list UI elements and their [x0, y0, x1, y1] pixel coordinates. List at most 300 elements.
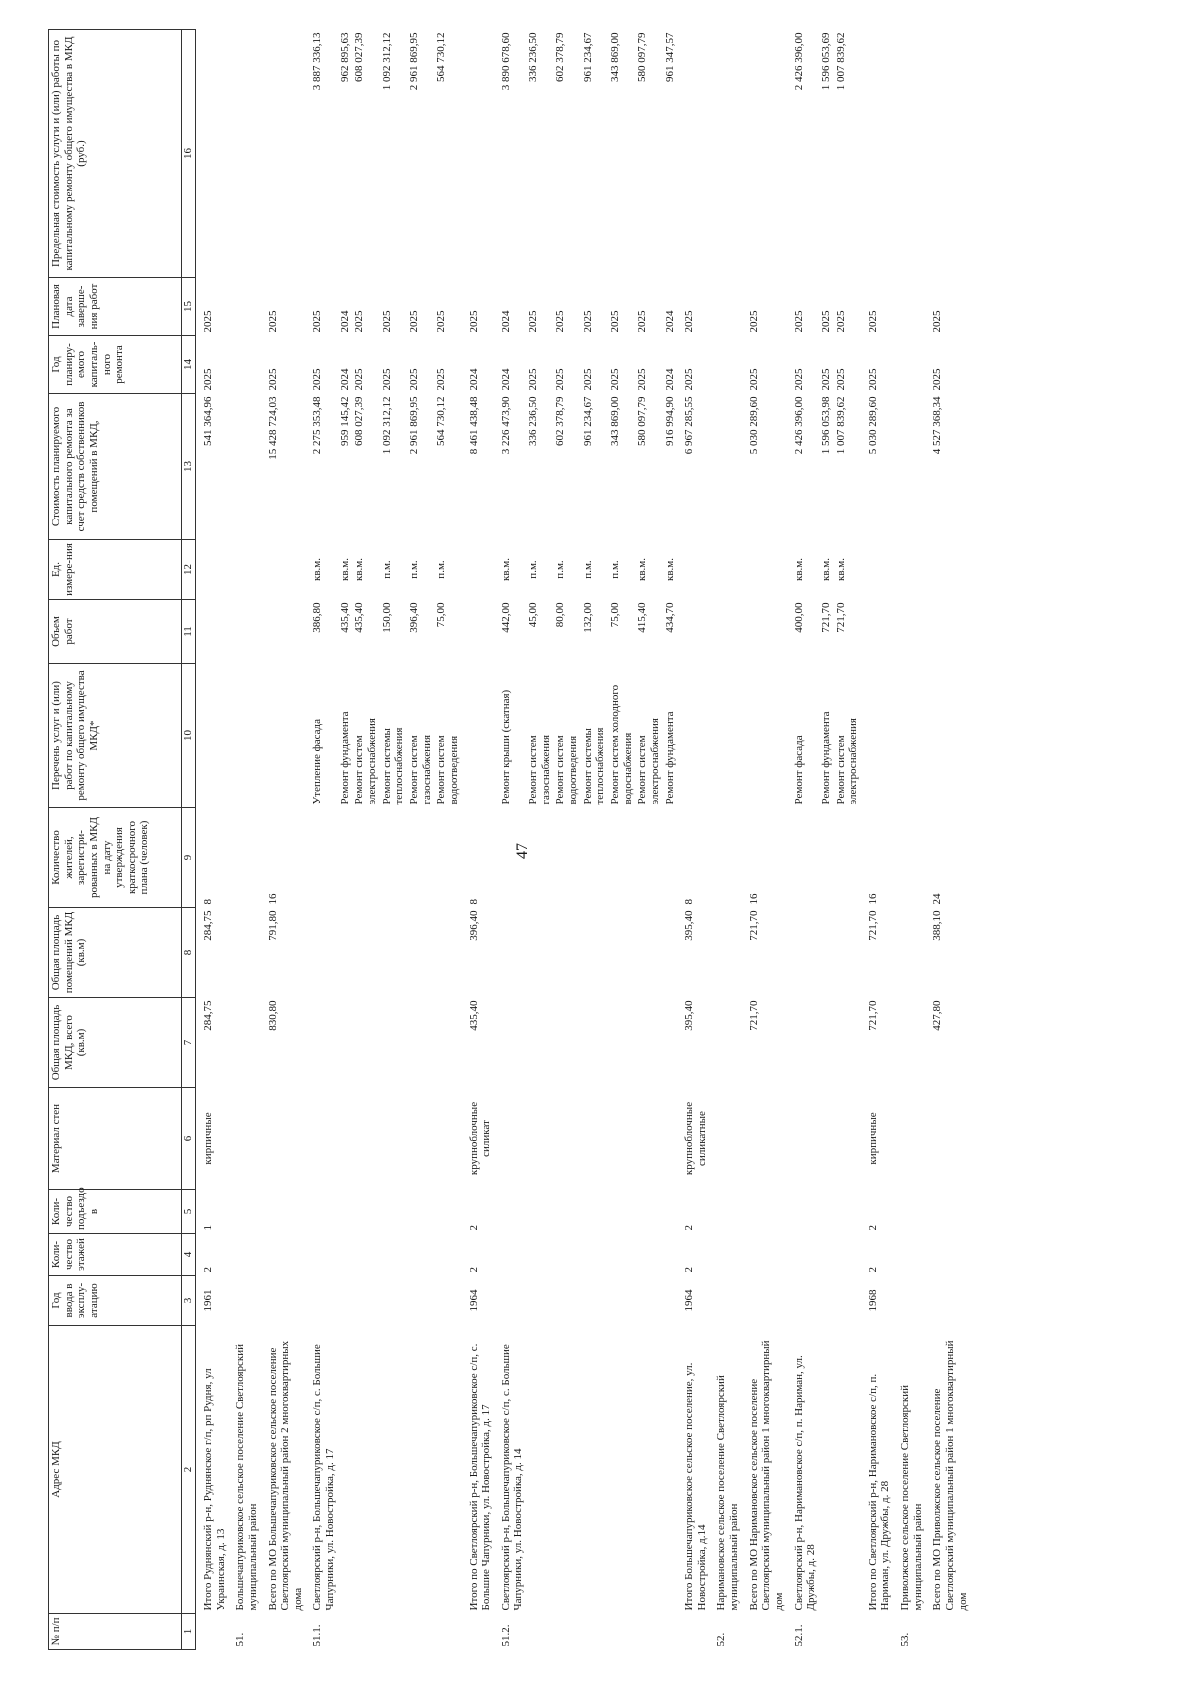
cell-col-14: 2025	[792, 368, 805, 391]
cell-col-11	[861, 600, 893, 664]
cell-col-12	[742, 540, 787, 600]
cell-col-10: Ремонт фасада	[792, 735, 805, 805]
cell-col-6	[742, 1088, 787, 1190]
cell-col-9	[526, 808, 553, 908]
cell-col-5: 2	[866, 1225, 879, 1231]
cell-col-16: 336 236,50	[527, 32, 540, 82]
cell-col-8	[893, 908, 925, 998]
cell-col-16: 602 378,79	[554, 32, 567, 82]
cell-col-6	[663, 1088, 678, 1190]
cell-col-12	[925, 540, 970, 600]
page-number: 47	[514, 843, 531, 859]
cell-col-15: 2025	[608, 310, 621, 333]
cell-col-12: кв.м.	[819, 558, 832, 581]
cell-col-2: Светлоярский р-н, Наримановское с/п, п. Нариман, ул. Дружбы, д. 28	[792, 1355, 818, 1611]
cell-col-1	[677, 1614, 709, 1650]
cell-col-6	[338, 1088, 353, 1190]
cell-col-13: 1 596 053,98	[819, 396, 832, 455]
cell-col-8	[608, 908, 635, 998]
column-number-13: 13	[182, 394, 196, 540]
cell-col-1	[925, 1614, 970, 1650]
cell-col-11	[925, 600, 970, 664]
cell-col-7	[787, 998, 819, 1088]
cell-col-2: Всего по МО Наримановское сельское поселение Светлоярский муниципальный район 1 многоквартирный дом	[747, 1340, 785, 1611]
cell-col-16: 343 869,00	[608, 32, 621, 82]
cell-col-4	[434, 1234, 461, 1276]
cell-col-16	[925, 30, 970, 278]
cell-col-5	[787, 1190, 819, 1234]
cell-col-2	[338, 1326, 353, 1614]
cell-col-3	[787, 1276, 819, 1326]
cell-col-13: 602 378,79	[554, 396, 567, 446]
table-row	[581, 30, 608, 1650]
cell-col-9: 16	[747, 893, 760, 905]
cell-col-15	[709, 278, 741, 336]
cell-col-5	[261, 1190, 306, 1234]
cell-col-15: 2025	[527, 310, 540, 333]
column-number-16: 16	[182, 30, 196, 278]
cell-col-15: 2024	[499, 310, 512, 333]
cell-col-1	[553, 1614, 580, 1650]
cell-col-3	[709, 1276, 741, 1326]
table-row	[196, 30, 229, 1650]
cell-col-14: 2024	[467, 368, 480, 391]
table-row	[338, 30, 353, 1650]
cell-col-14: 2025	[380, 368, 393, 391]
cell-col-2: Итого Руднянский р-н, Руднянское г/п, рп Рудня, ул Украинская, д. 13	[202, 1368, 227, 1611]
header-row	[49, 30, 182, 1650]
column-header-13: Стоимость планируемого капитального ремонта за счет средств собственников помещений в МКД,	[49, 394, 182, 540]
cell-col-14: 2025	[819, 368, 832, 391]
cell-col-13: 5 030 289,60	[747, 396, 760, 455]
cell-col-2: Всего по МО Приволжское сельское поселение Светлоярский муниципальный район 1 многоквартирный дом	[931, 1340, 969, 1611]
cell-col-14: 2025	[435, 368, 448, 391]
cell-col-10	[261, 664, 306, 808]
column-number-15: 15	[182, 278, 196, 336]
cell-col-15: 2025	[202, 310, 214, 333]
table-row	[352, 30, 379, 1650]
cell-col-1	[819, 1614, 834, 1650]
cell-col-4	[526, 1234, 553, 1276]
cell-col-6	[407, 1088, 434, 1190]
cell-col-2: Итого по Светлоярский р-н, Большечапуриковское с/п, с. Большие Чапурники, ул. Новостройка, д. 17	[467, 1343, 493, 1611]
cell-col-7	[305, 998, 337, 1088]
cell-col-5	[228, 1190, 260, 1234]
cell-col-1	[635, 1614, 662, 1650]
cell-col-4	[581, 1234, 608, 1276]
cell-col-9	[553, 808, 580, 908]
cell-col-2: Приволжское сельское поселение Светлоярский муниципальный район	[899, 1384, 924, 1611]
cell-col-4	[925, 1234, 970, 1276]
cell-col-1	[380, 1614, 407, 1650]
cell-col-3: 1968	[866, 1289, 879, 1312]
column-number-14: 14	[182, 336, 196, 394]
cell-col-2	[380, 1326, 407, 1614]
cell-col-15: 2025	[467, 310, 480, 333]
cell-col-12: п.м.	[380, 560, 393, 579]
table-row	[742, 30, 787, 1650]
cell-col-9	[608, 808, 635, 908]
cell-col-13: 15 428 724,03	[266, 396, 279, 460]
cell-col-14: 2025	[636, 368, 649, 391]
cell-col-6	[352, 1088, 379, 1190]
cell-col-7	[494, 998, 526, 1088]
cell-col-11: 434,70	[663, 602, 676, 633]
column-number-5: 5	[182, 1190, 196, 1234]
cell-col-7	[380, 998, 407, 1088]
cell-col-10	[893, 664, 925, 808]
cell-col-9: 16	[866, 893, 879, 905]
cell-col-15: 2025	[581, 310, 594, 333]
cell-col-10: Ремонт систем водоотведения	[554, 735, 580, 805]
cell-col-8	[352, 908, 379, 998]
cell-col-13: 959 145,42	[338, 396, 351, 446]
cell-col-5	[581, 1190, 608, 1234]
cell-col-12: кв.м.	[663, 558, 676, 581]
cell-col-14: 2025	[554, 368, 567, 391]
cell-col-1	[407, 1614, 434, 1650]
cell-col-8	[635, 908, 662, 998]
cell-col-10: Ремонт системы теплоснабжения	[380, 727, 406, 805]
cell-col-16: 2 426 396,00	[792, 32, 805, 91]
cell-col-14	[709, 336, 741, 394]
cell-col-13: 564 730,12	[435, 396, 448, 446]
cell-col-16	[893, 30, 925, 278]
cell-col-11: 415,40	[636, 602, 649, 633]
cell-col-12	[228, 540, 260, 600]
table-row	[462, 30, 494, 1650]
cell-col-12: кв.м.	[338, 558, 351, 581]
cell-col-10	[196, 664, 229, 808]
cell-col-10: Ремонт систем водоотведения	[435, 735, 460, 805]
cell-col-8: 388,10	[931, 910, 944, 941]
column-header-15: Плановая дата заверше-ния работ	[49, 278, 182, 336]
cell-col-7	[338, 998, 353, 1088]
column-number-row	[182, 30, 196, 1650]
cell-col-9	[709, 808, 741, 908]
cell-col-13: 961 234,67	[581, 396, 594, 446]
table-row	[787, 30, 819, 1650]
cell-col-6	[553, 1088, 580, 1190]
cell-col-8: 396,40	[467, 910, 480, 941]
table-row	[834, 30, 861, 1650]
cell-col-7: 721,70	[866, 1000, 879, 1031]
cell-col-13: 916 994,90	[663, 396, 676, 446]
cell-col-4	[305, 1234, 337, 1276]
table-row	[407, 30, 434, 1650]
cell-col-13: 2 426 396,00	[792, 396, 805, 455]
cell-col-9	[581, 808, 608, 908]
cell-col-1	[663, 1614, 678, 1650]
cell-col-8	[709, 908, 741, 998]
cell-col-5	[380, 1190, 407, 1234]
cell-col-14: 2025	[353, 368, 366, 391]
cell-col-15: 2025	[353, 310, 366, 333]
cell-col-9: 16	[266, 893, 279, 905]
cell-col-8	[819, 908, 834, 998]
cell-col-2: Светлоярский р-н, Большечапуриковское с/п, с. Большие Чапурники, ул. Новостройка, д. 14	[499, 1344, 525, 1611]
rotated-table-sheet	[48, 30, 1128, 1650]
cell-col-3	[407, 1276, 434, 1326]
cell-col-1	[861, 1614, 893, 1650]
cell-col-16	[196, 30, 229, 278]
table-row	[434, 30, 461, 1650]
cell-col-3	[834, 1276, 861, 1326]
cell-col-4	[709, 1234, 741, 1276]
cell-col-6	[434, 1088, 461, 1190]
cell-col-7: 395,40	[683, 1000, 696, 1031]
cell-col-2	[608, 1326, 635, 1614]
cell-col-12	[709, 540, 741, 600]
cell-col-13: 336 236,50	[527, 396, 540, 446]
cell-col-8	[407, 908, 434, 998]
cell-col-6: кирпичные	[202, 1112, 214, 1165]
cell-col-2	[553, 1326, 580, 1614]
cell-col-11: 150,00	[380, 602, 393, 633]
cell-col-9	[635, 808, 662, 908]
cell-col-5	[407, 1190, 434, 1234]
cell-col-9	[434, 808, 461, 908]
cell-col-1: 51.2.	[499, 1624, 512, 1647]
cell-col-4	[494, 1234, 526, 1276]
cell-col-15: 2025	[834, 310, 847, 333]
cell-col-10: Ремонт систем электроснабжения	[636, 718, 661, 805]
cell-col-3	[635, 1276, 662, 1326]
column-number-9: 9	[182, 808, 196, 908]
cell-col-5	[819, 1190, 834, 1234]
cell-col-13	[228, 394, 260, 540]
table-row	[861, 30, 893, 1650]
cell-col-4: 2	[683, 1267, 696, 1273]
cell-col-7	[819, 998, 834, 1088]
cell-col-12: п.м.	[435, 560, 448, 579]
cell-col-7	[635, 998, 662, 1088]
cell-col-11: 75,00	[608, 602, 621, 628]
cell-col-13: 1 092 312,12	[380, 396, 393, 455]
cell-col-1	[526, 1614, 553, 1650]
cell-col-14: 2025	[581, 368, 594, 391]
column-number-3: 3	[182, 1276, 196, 1326]
cell-col-12: п.м.	[554, 560, 567, 579]
table-row	[819, 30, 834, 1650]
cell-col-1	[434, 1614, 461, 1650]
cell-col-6: кирпичные	[866, 1112, 879, 1165]
cell-col-9	[352, 808, 379, 908]
capital-repair-table	[48, 29, 970, 1650]
column-number-11: 11	[182, 600, 196, 664]
cell-col-2	[352, 1326, 379, 1614]
cell-col-3	[494, 1276, 526, 1326]
cell-col-6: крупноблочные силикатные	[683, 1101, 708, 1176]
cell-col-13: 8 461 438,48	[467, 396, 480, 455]
table-row	[635, 30, 662, 1650]
cell-col-1: 51.1.	[311, 1624, 324, 1647]
cell-col-7	[407, 998, 434, 1088]
cell-col-12: кв.м.	[311, 558, 324, 581]
column-number-7: 7	[182, 998, 196, 1088]
cell-col-9	[494, 808, 526, 908]
cell-col-2	[581, 1326, 608, 1614]
cell-col-6: крупноблочные силикат	[467, 1101, 493, 1176]
cell-col-16: 564 730,12	[435, 32, 448, 82]
table-row	[380, 30, 407, 1650]
cell-col-12: кв.м.	[353, 558, 366, 581]
cell-col-5	[494, 1190, 526, 1234]
table-row	[893, 30, 925, 1650]
cell-col-16: 1 007 839,62	[834, 32, 847, 91]
cell-col-14: 2025	[527, 368, 540, 391]
column-header-5: Коли-чество подъездо в	[49, 1190, 182, 1234]
cell-col-7	[834, 998, 861, 1088]
cell-col-2	[526, 1326, 553, 1614]
cell-col-3	[663, 1276, 678, 1326]
table-row	[526, 30, 553, 1650]
cell-col-9: 8	[202, 899, 214, 905]
cell-col-1	[742, 1614, 787, 1650]
column-number-12: 12	[182, 540, 196, 600]
cell-col-3	[305, 1276, 337, 1326]
cell-col-4	[608, 1234, 635, 1276]
cell-col-11: 386,80	[311, 602, 324, 633]
cell-col-12	[196, 540, 229, 600]
cell-col-11: 132,00	[581, 602, 594, 633]
cell-col-7	[352, 998, 379, 1088]
cell-col-15: 2025	[311, 310, 324, 333]
cell-col-8	[228, 908, 260, 998]
cell-col-8: 284,75	[202, 910, 214, 941]
column-header-12: Ед. измере-ния	[49, 540, 182, 600]
cell-col-5	[663, 1190, 678, 1234]
cell-col-13: 343 869,00	[608, 396, 621, 446]
cell-col-2: Большечапуриковское сельское поселение Светлоярский муниципальный район	[234, 1343, 259, 1611]
table-row	[608, 30, 635, 1650]
cell-col-3: 1964	[467, 1289, 480, 1312]
table-row	[663, 30, 678, 1650]
cell-col-11	[196, 600, 229, 664]
cell-col-7	[893, 998, 925, 1088]
cell-col-13: 541 364,96	[202, 396, 214, 446]
column-header-1: № п/п	[49, 1614, 182, 1650]
cell-col-15: 2025	[554, 310, 567, 333]
cell-col-11: 442,00	[499, 602, 512, 633]
cell-col-4	[380, 1234, 407, 1276]
cell-col-5	[338, 1190, 353, 1234]
cell-col-14: 2024	[499, 368, 512, 391]
cell-col-6	[608, 1088, 635, 1190]
cell-col-10: Ремонт фундамента	[663, 711, 676, 805]
cell-col-7	[663, 998, 678, 1088]
cell-col-2: Итого по Светлоярский р-н, Наримановское с/п, п. Нариман, ул. Дружбы, д. 28	[866, 1373, 892, 1611]
cell-col-7: 435,40	[467, 1000, 480, 1031]
cell-col-9	[228, 808, 260, 908]
cell-col-5	[709, 1190, 741, 1234]
cell-col-1	[608, 1614, 635, 1650]
cell-col-2	[819, 1326, 834, 1614]
cell-col-7	[709, 998, 741, 1088]
cell-col-3	[338, 1276, 353, 1326]
cell-col-14: 2025	[866, 368, 879, 391]
cell-col-3	[893, 1276, 925, 1326]
cell-col-12	[261, 540, 306, 600]
cell-col-9	[787, 808, 819, 908]
cell-col-5	[352, 1190, 379, 1234]
cell-col-7: 830,80	[266, 1000, 279, 1031]
cell-col-10: Ремонт систем газоснабжения	[527, 734, 552, 805]
cell-col-12: п.м.	[608, 560, 621, 579]
cell-col-7: 284,75	[202, 1000, 214, 1031]
cell-col-13: 608 027,39	[353, 396, 366, 446]
cell-col-10	[228, 664, 260, 808]
cell-col-16: 961 347,57	[663, 32, 676, 82]
cell-col-11	[709, 600, 741, 664]
cell-col-7: 427,80	[931, 1000, 944, 1031]
column-header-10: Перечень услуг и (или) работ по капитальному ремонту общего имущества МКД*	[49, 664, 182, 808]
cell-col-9	[380, 808, 407, 908]
cell-col-15: 2025	[819, 310, 832, 333]
table-row	[494, 30, 526, 1650]
cell-col-16: 1 092 312,12	[380, 32, 393, 91]
cell-col-4	[228, 1234, 260, 1276]
cell-col-4	[352, 1234, 379, 1276]
cell-col-15: 2025	[931, 310, 944, 333]
cell-col-13: 3 226 473,90	[499, 396, 512, 455]
cell-col-15: 2024	[663, 310, 676, 333]
cell-col-3	[261, 1276, 306, 1326]
cell-col-6	[305, 1088, 337, 1190]
table-row	[261, 30, 306, 1650]
cell-col-11	[677, 600, 709, 664]
cell-col-8	[338, 908, 353, 998]
cell-col-15: 2025	[866, 310, 879, 333]
cell-col-11	[893, 600, 925, 664]
table-row	[553, 30, 580, 1650]
cell-col-3	[434, 1276, 461, 1326]
cell-col-8: 791,80	[266, 910, 279, 941]
cell-col-4	[742, 1234, 787, 1276]
cell-col-7	[553, 998, 580, 1088]
cell-col-13	[893, 394, 925, 540]
cell-col-15: 2025	[407, 310, 420, 333]
cell-col-6	[526, 1088, 553, 1190]
cell-col-4: 2	[866, 1267, 879, 1273]
cell-col-1	[834, 1614, 861, 1650]
cell-col-1: 52.1.	[792, 1624, 805, 1647]
table-header	[49, 30, 196, 1650]
cell-col-16	[861, 30, 893, 278]
cell-col-6	[834, 1088, 861, 1190]
cell-col-4	[261, 1234, 306, 1276]
column-header-14: Год планиру-емого капиталь-ного ремонта	[49, 336, 182, 394]
cell-col-11: 435,40	[338, 602, 351, 633]
cell-col-8	[787, 908, 819, 998]
cell-col-11	[261, 600, 306, 664]
cell-col-1: 53.	[899, 1632, 912, 1647]
cell-col-12: п.м.	[527, 560, 540, 579]
cell-col-9	[305, 808, 337, 908]
cell-col-10: Ремонт систем газоснабжения	[407, 734, 433, 805]
cell-col-16: 608 027,39	[353, 32, 366, 82]
cell-col-10	[709, 664, 741, 808]
cell-col-11: 721,70	[834, 602, 847, 633]
cell-col-8	[380, 908, 407, 998]
cell-col-3	[352, 1276, 379, 1326]
cell-col-10: Ремонт систем холодного водоснабжения	[608, 684, 634, 805]
cell-col-15: 2024	[338, 310, 351, 333]
cell-col-15: 2025	[747, 310, 760, 333]
cell-col-2: Итого Большечапуриковское сельское поселение, ул. Новостройка, д.14	[683, 1362, 708, 1611]
cell-col-11: 435,40	[353, 602, 366, 633]
cell-col-12: п.м.	[407, 560, 420, 579]
